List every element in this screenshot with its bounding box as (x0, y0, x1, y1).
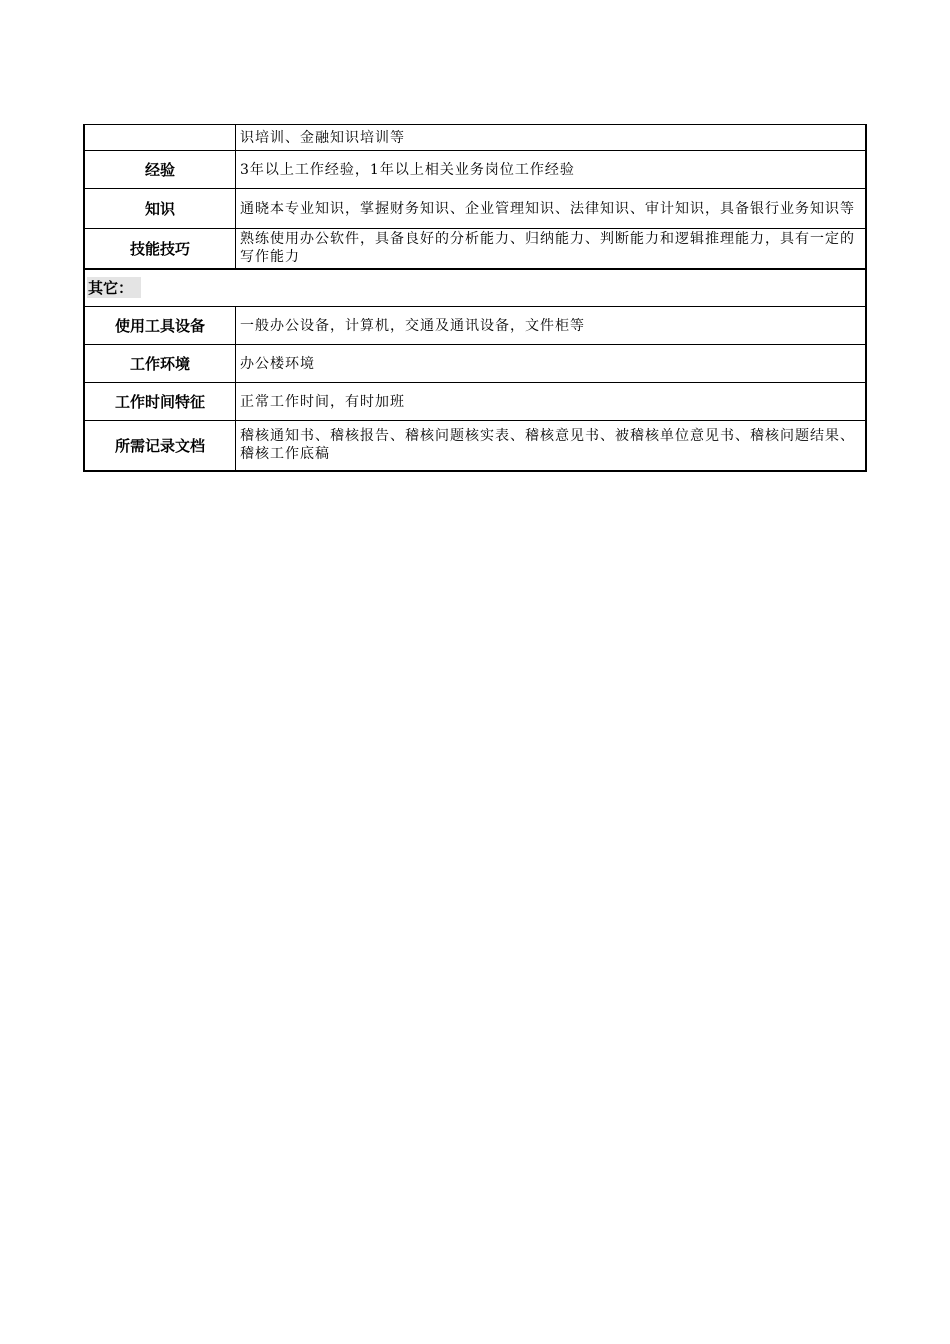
table-row (84, 345, 866, 383)
knowledge-label: 知识 (84, 189, 236, 229)
training-value: 识培训、金融知识培训等 (236, 125, 867, 151)
section-cell (84, 269, 866, 307)
documents-value: 稽核通知书、稽核报告、稽核问题核实表、稽核意见书、被稽核单位意见书、稽核问题结果、稽核工作底稿 (236, 421, 867, 471)
environment-label: 工作环境 (84, 345, 236, 383)
tools-value: 一般办公设备，计算机，交通及通讯设备，文件柜等 (236, 307, 867, 345)
table-row (84, 229, 866, 269)
row-label (84, 125, 236, 151)
section-row (84, 269, 866, 307)
job-description-sheet (83, 124, 867, 472)
section-title: 其它： (87, 277, 141, 298)
table-row (84, 383, 866, 421)
job-requirements-table (83, 124, 867, 472)
table-row (84, 307, 866, 345)
documents-label: 所需记录文档 (84, 421, 236, 471)
experience-label: 经验 (84, 151, 236, 189)
work-time-label: 工作时间特征 (84, 383, 236, 421)
table-row (84, 151, 866, 189)
table-row (84, 189, 866, 229)
knowledge-value: 通晓本专业知识，掌握财务知识、企业管理知识、法律知识、审计知识，具备银行业务知识等 (236, 189, 867, 229)
table-row (84, 125, 866, 151)
work-time-value: 正常工作时间，有时加班 (236, 383, 867, 421)
skills-value: 熟练使用办公软件，具备良好的分析能力、归纳能力、判断能力和逻辑推理能力，具有一定的写作能力 (236, 229, 867, 269)
environment-value: 办公楼环境 (236, 345, 867, 383)
table-row (84, 421, 866, 471)
experience-value: 3年以上工作经验，1年以上相关业务岗位工作经验 (236, 151, 867, 189)
skills-label: 技能技巧 (84, 229, 236, 269)
tools-label: 使用工具设备 (84, 307, 236, 345)
